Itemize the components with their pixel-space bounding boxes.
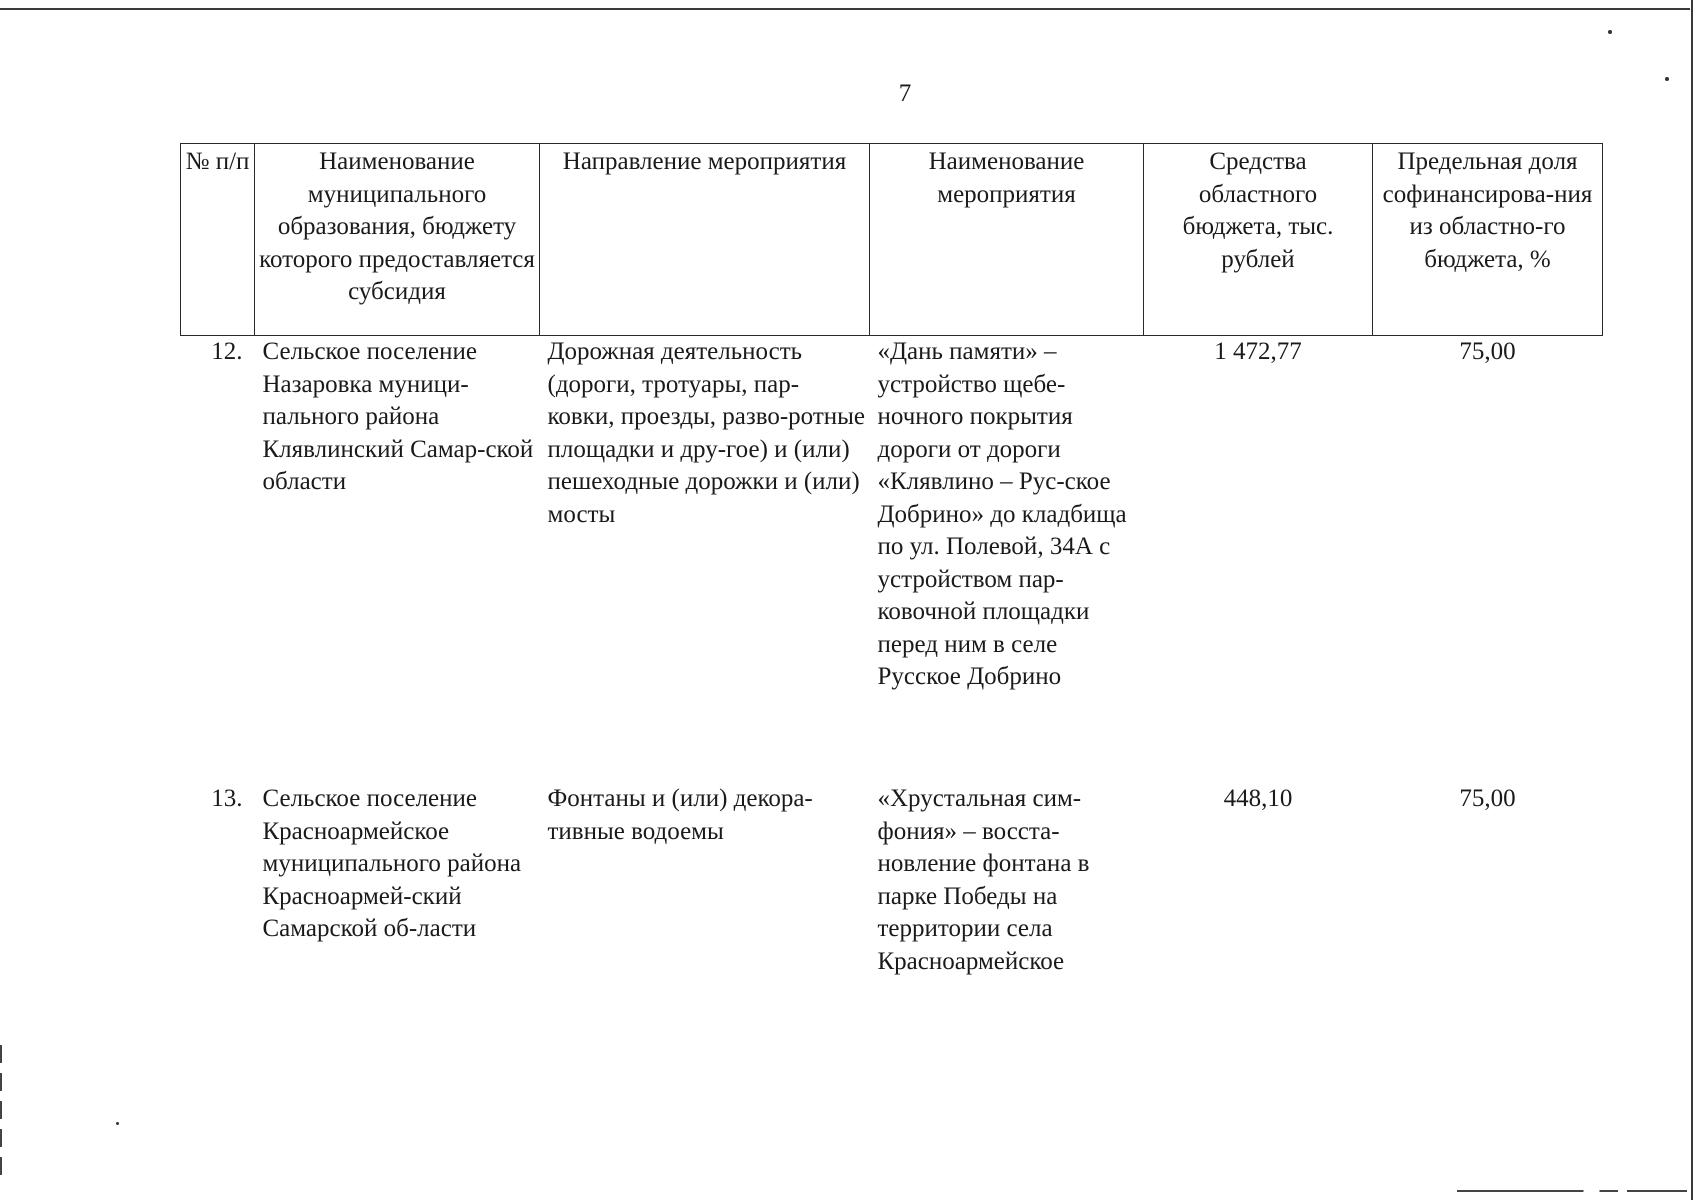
subsidy-table	[180, 143, 1603, 978]
row-share: 75,00	[1459, 785, 1516, 812]
scan-edge-right	[1691, 0, 1693, 1200]
scan-edge-bottom	[1457, 1190, 1687, 1192]
scan-edge-top	[0, 8, 1690, 10]
header-direction: Направление мероприятия	[540, 144, 870, 336]
header-number: № п/п	[181, 144, 255, 336]
scan-edge-left	[0, 1045, 2, 1185]
row-direction: Дорожная деятельность (дороги, тротуары, пар-ковки, проезды, разво-ротные площадки и дру-гое) и (или) пешеходные дорожки и (или) мосты	[547, 338, 866, 528]
table-row	[181, 336, 1603, 784]
row-number: 12.	[211, 338, 243, 365]
scan-speck	[116, 1122, 119, 1125]
header-event: Наименование мероприятия	[870, 144, 1144, 336]
row-funds: 1 472,77	[1214, 338, 1302, 365]
header-funds: Средства областного бюджета, тыс. рублей	[1144, 144, 1373, 336]
row-municipality: Сельское поселение Назаровка муници-пального района Клявлинский Самар-ской области	[262, 338, 534, 495]
row-municipality: Сельское поселение Красноармейское муниципального района Красноармей-ский Самарской об-ласти	[262, 785, 522, 942]
row-event: «Хрустальная сим-фония» – восста-новление фонтана в парке Победы на территории села Красноармейское	[877, 785, 1090, 975]
table-header-row	[181, 144, 1603, 336]
header-municipality: Наименование муниципального образования, бюджету которого предоставляется субсидия	[255, 144, 540, 336]
row-number: 13.	[211, 785, 243, 812]
page-number: 7	[898, 80, 912, 107]
row-share: 75,00	[1459, 338, 1516, 365]
row-direction: Фонтаны и (или) декора-тивные водоемы	[547, 785, 813, 845]
header-share: Предельная доля софинансирова-ния из областно-го бюджета, %	[1373, 144, 1603, 336]
table-row	[181, 783, 1603, 978]
scan-speck	[1608, 30, 1612, 34]
row-funds: 448,10	[1223, 785, 1293, 812]
row-event: «Дань памяти» – устройство щебе-ночного покрытия дороги от дороги «Клявлино – Рус-ское Добрино» до кладбища по ул. Полевой, 34А с устройством пар-ковочной площадки перед ним в селе Русское Добрино	[877, 338, 1127, 690]
